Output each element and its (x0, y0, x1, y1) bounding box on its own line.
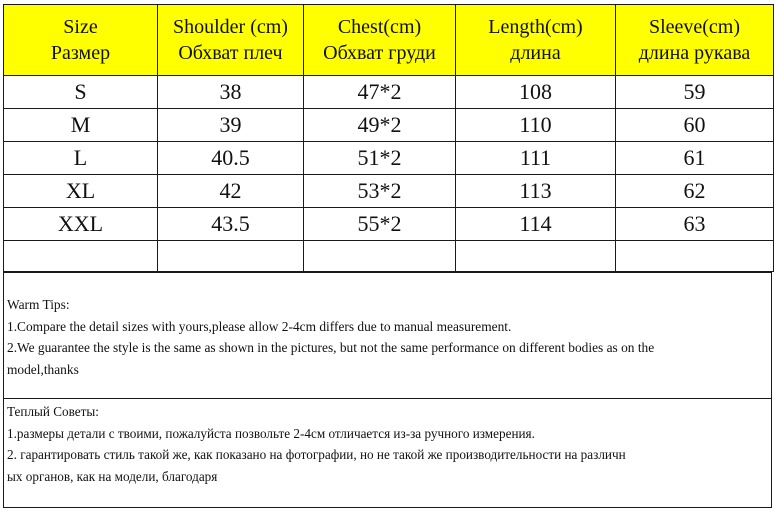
warm-tips-english (3, 272, 772, 399)
table-row (4, 109, 774, 142)
cell-shoulder: 38 (158, 76, 304, 109)
header-size-ru: Размер (50, 42, 111, 64)
header-size (4, 5, 158, 76)
table-row (4, 208, 774, 241)
table-row (4, 142, 774, 175)
cell-shoulder: 40.5 (158, 142, 304, 175)
empty-table-row (4, 241, 774, 272)
tips-line-1-en: 1.Compare the detail sizes with yours,please allow 2-4cm differs due to manual measurement. (7, 318, 512, 334)
table-row (4, 175, 774, 208)
cell-size: M (4, 109, 158, 142)
header-row (4, 5, 774, 76)
cell-sleeve: 62 (616, 175, 774, 208)
header-sleeve-ru: длина рукава (638, 42, 751, 64)
header-chest-en: Chest(cm) (337, 16, 422, 38)
cell-size: XL (4, 175, 158, 208)
cell-size: XXL (4, 208, 158, 241)
cell-sleeve: 61 (616, 142, 774, 175)
cell-shoulder: 39 (158, 109, 304, 142)
header-length (456, 5, 616, 76)
empty-cell (304, 241, 456, 272)
tips-line-2a-ru: 2. гарантировать стиль такой же, как показано на фотографии, но не такой же производительности на различн (7, 447, 626, 462)
header-chest (304, 5, 456, 76)
header-length-en: Length(cm) (488, 16, 583, 38)
tips-line-1-ru: 1.размеры детали с твоими, пожалуйста позвольте 2-4см отличается из-за ручного измерения. (7, 425, 535, 441)
cell-length: 108 (456, 76, 616, 109)
cell-length: 113 (456, 175, 616, 208)
header-sleeve-en: Sleeve(cm) (648, 16, 741, 38)
empty-cell (456, 241, 616, 272)
empty-cell (616, 241, 774, 272)
cell-size: S (4, 76, 158, 109)
tips-title-en: Warm Tips: (7, 297, 70, 312)
header-shoulder (158, 5, 304, 76)
cell-sleeve: 60 (616, 109, 774, 142)
header-size-en: Size (63, 16, 98, 38)
header-shoulder-en: Shoulder (cm) (173, 16, 288, 38)
cell-chest: 53*2 (304, 175, 456, 208)
header-shoulder-ru: Обхват плеч (178, 42, 283, 64)
tips-line-2b-ru: ых органов, как на модели, благодаря (7, 468, 218, 484)
header-length-ru: длина (510, 42, 561, 64)
cell-chest: 47*2 (304, 76, 456, 109)
cell-chest: 51*2 (304, 142, 456, 175)
cell-size: L (4, 142, 158, 175)
warm-tips-russian (3, 398, 772, 508)
size-chart-table (3, 4, 774, 272)
empty-cell (4, 241, 158, 272)
cell-sleeve: 63 (616, 208, 774, 241)
cell-length: 111 (456, 142, 616, 175)
cell-chest: 49*2 (304, 109, 456, 142)
header-chest-ru: Обхват груди (323, 42, 436, 64)
cell-chest: 55*2 (304, 208, 456, 241)
empty-cell (158, 241, 304, 272)
cell-length: 110 (456, 109, 616, 142)
cell-length: 114 (456, 208, 616, 241)
tips-title-ru: Теплый Советы: (7, 404, 99, 419)
cell-shoulder: 42 (158, 175, 304, 208)
tips-line-2a-en: 2.We guarantee the style is the same as shown in the pictures, but not the same performance on different bodies as on the (7, 340, 655, 355)
header-sleeve (616, 5, 774, 76)
cell-shoulder: 43.5 (158, 208, 304, 241)
cell-sleeve: 59 (616, 76, 774, 109)
table-row (4, 76, 774, 109)
tips-line-2b-en: model,thanks (7, 361, 79, 377)
